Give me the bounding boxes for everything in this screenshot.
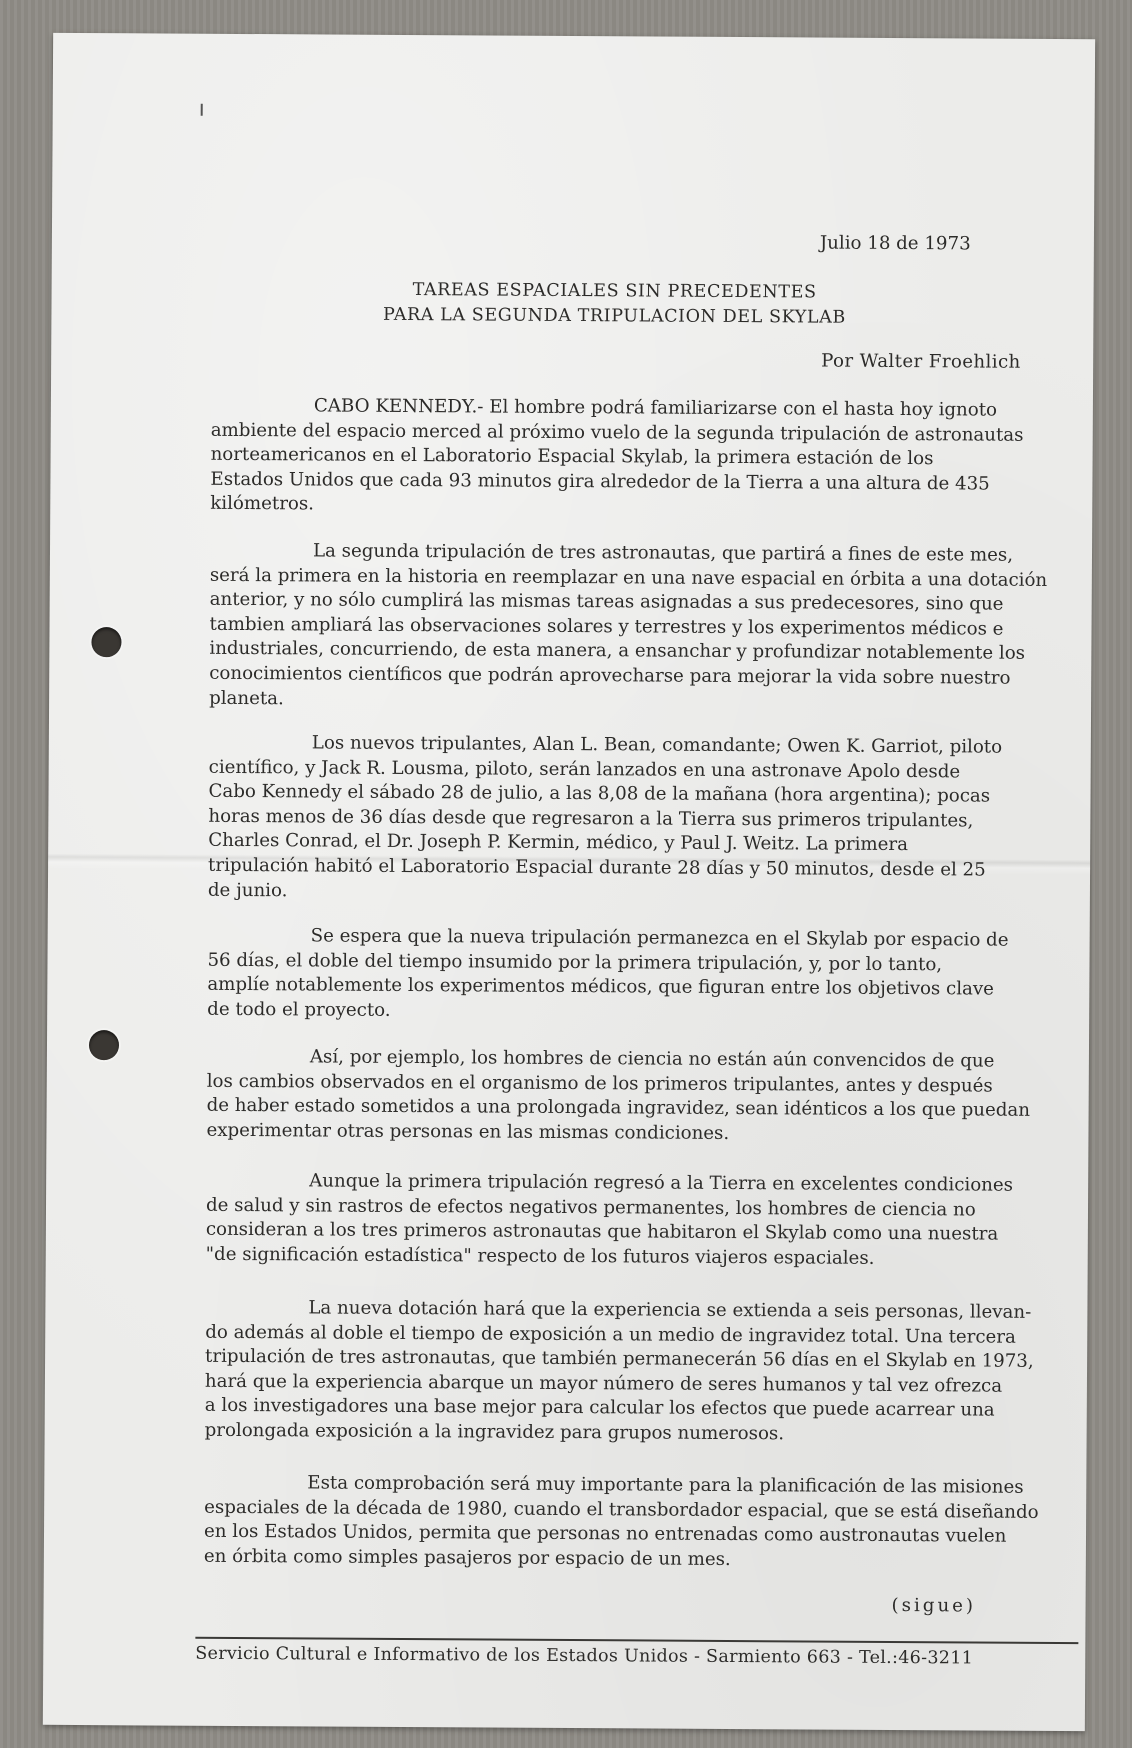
paragraph-3 — [208, 731, 1002, 908]
punch-hole-top — [91, 627, 121, 657]
text-line: a los investigadores una base mejor para calcular los efectos que puede acarrear una — [204, 1395, 995, 1421]
letter-page — [43, 33, 1095, 1731]
text-line: horas menos de 36 días desde que regresaron a la Tierra sus primeros tripulantes, — [208, 805, 974, 832]
text-line: do además al doble el tiempo de exposición a un medio de ingravidez total. Una tercera — [205, 1321, 1016, 1348]
text-line: kilómetros. — [210, 493, 315, 515]
title-line: PARA LA SEGUNDA TRIPULACION DEL SKYLAB — [382, 304, 846, 328]
text-line: amplíe notablemente los experimentos médicos, que figuran entre los objetivos clave — [207, 973, 995, 1000]
text-line: conocimientos científicos que podrán aprovecharse para mejorar la vida sobre nuestro — [209, 662, 1011, 689]
byline: Por Walter Froehlich — [821, 350, 1021, 373]
text-line: anterior, y no sólo cumplirá las mismas tareas asignadas a sus predecesores, sino que — [209, 588, 1004, 615]
text-line: hará que la experiencia abarque un mayor número de seres humanos y tal vez ofrezca — [204, 1370, 1003, 1397]
text-line: de todo el proyecto. — [207, 998, 391, 1021]
text-line: Aunque la primera tripulación regresó a la Tierra en excelentes condiciones — [309, 1170, 1014, 1196]
text-line: CABO KENNEDY.- El hombre podrá familiarizarse con el hasta hoy ignoto — [313, 395, 998, 421]
text-line: de junio. — [207, 879, 288, 901]
text-line: en los Estados Unidos, permita que personas no entrenadas como austronautas vuelen — [203, 1520, 1007, 1547]
text-line: Se espera que la nueva tripulación permanezca en el Skylab por espacio de — [310, 925, 1009, 951]
paragraph-1 — [210, 394, 1024, 522]
paragraph-7 — [205, 1296, 1034, 1449]
text-line: "de significación estadística" respecto de los futuros viajeros espaciales. — [205, 1243, 875, 1269]
text-line: norteamericanos en el Laboratorio Espacial Skylab, la primera estación de los — [210, 443, 934, 470]
text-line: industriales, concurriendo, de esta manera, a ensanchar y profundizar notablemente los — [209, 638, 1026, 665]
text-line: Así, por ejemplo, los hombres de ciencia no están aún convencidos de que — [309, 1046, 995, 1072]
footer-address: Servicio Cultural e Informativo de los Estados Unidos - Sarmiento 663 - Tel.:46-3211 — [195, 1643, 974, 1669]
text-line: Esta comprobación será muy importante para la planificación de las misiones — [307, 1472, 1024, 1498]
text-line: La nueva dotación hará que la experiencia se extienda a seis personas, llevan- — [308, 1297, 1032, 1323]
text-line: Estados Unidos que cada 93 minutos gira alrededor de la Tierra a una altura de 435 — [210, 468, 990, 495]
text-line: prolongada exposición a la ingravidez para grupos numerosos. — [204, 1419, 785, 1445]
paragraph-5 — [206, 1045, 1030, 1148]
text-line: de haber estado sometidos a una prolongada ingravidez, sean idénticos a los que puedan — [206, 1094, 1031, 1122]
text-line: será la primera en la historia en reemplazar en una nave espacial en órbita a una dotación — [209, 564, 1048, 591]
text-line: experimentar otras personas en las mismas condiciones. — [206, 1119, 730, 1144]
text-line: de salud y sin rastros de efectos negativos permanentes, los hombres de ciencia no — [205, 1194, 976, 1221]
text-line: Los nuevos tripulantes, Alan L. Bean, comandante; Owen K. Garriot, piloto — [311, 732, 1003, 758]
text-line: los cambios observados en el organismo de los primeros tripulantes, antes y después — [206, 1070, 993, 1097]
text-line: 56 días, el doble del tiempo insumido por la primera tripulación, y, por lo tanto, — [207, 949, 943, 975]
text-line: planeta. — [209, 687, 284, 709]
letter-title — [359, 278, 869, 330]
continued-marker: (sigue) — [891, 1594, 977, 1617]
text-line: espaciales de la década de 1980, cuando el transbordador espacial, que se está diseñando — [204, 1496, 1039, 1523]
paragraph-2 — [209, 539, 1047, 716]
text-line: científico, y Jack R. Lousma, piloto, serán lanzados en una astronave Apolo desde — [208, 756, 961, 782]
text-line: tripulación de tres astronautas, que también permanecerán 56 días en el Skylab en 1973, — [205, 1345, 1034, 1373]
text-line: consideran a los tres primeros astronautas que habitaron el Skylab como una nuestra — [205, 1218, 999, 1245]
pencil-mark — [201, 104, 203, 116]
text-line: Charles Conrad, el Dr. Joseph P. Kermin, médico, y Paul J. Weitz. La primera — [208, 830, 909, 856]
text-line: Cabo Kennedy el sábado 28 de julio, a las 8,08 de la mañana (hora argentina); pocas — [208, 780, 991, 807]
text-line: ambiente del espacio merced al próximo vuelo de la segunda tripulación de astronautas — [210, 419, 1024, 446]
paragraph-8 — [204, 1471, 1039, 1574]
text-line: en órbita como simples pasajeros por espacio de un mes. — [203, 1545, 731, 1570]
text-line: La segunda tripulación de tres astronautas, que partirá a fines de este mes, — [312, 540, 1014, 566]
paragraph-4 — [207, 924, 1008, 1027]
text-line: tripulación habitó el Laboratorio Espacial durante 28 días y 50 minutos, desde el 25 — [208, 854, 986, 881]
text-line: tambien ampliará las observaciones solares y terrestres y los experimentos médicos e — [209, 613, 1004, 640]
letter-date: Julio 18 de 1973 — [819, 232, 971, 255]
punch-hole-bottom — [89, 1030, 119, 1060]
paragraph-6 — [206, 1169, 1013, 1272]
title-line: TAREAS ESPACIALES SIN PRECEDENTES — [412, 280, 817, 303]
